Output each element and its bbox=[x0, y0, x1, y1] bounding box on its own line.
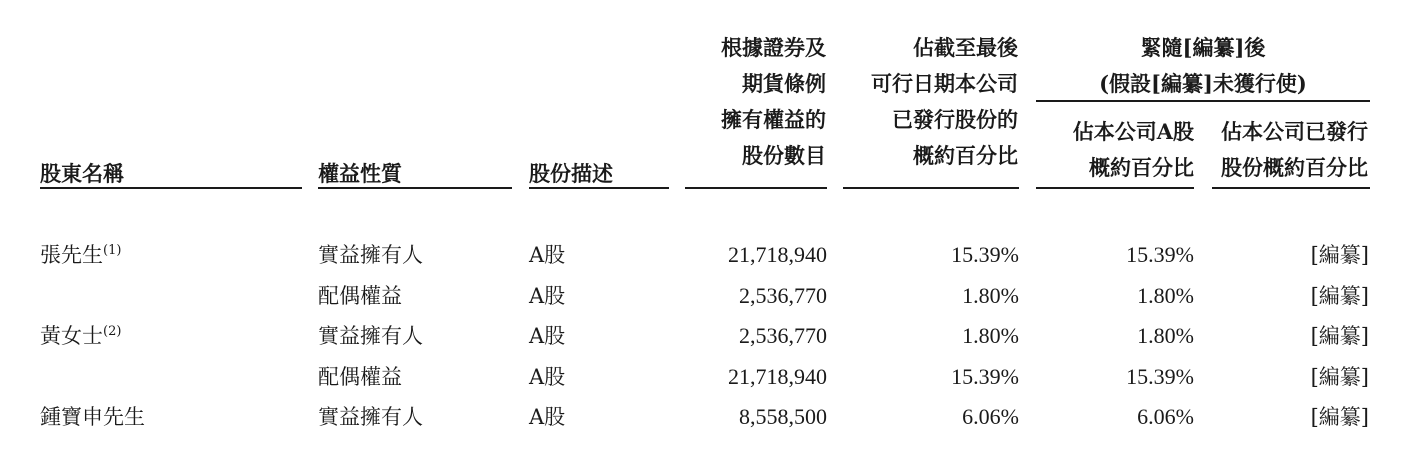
pct-a-shares: 15.39% bbox=[1126, 242, 1194, 267]
pct-issued-shares: [編纂] bbox=[1310, 365, 1369, 389]
header-rule-pct-issued bbox=[1212, 187, 1370, 189]
share-description: A股 bbox=[529, 365, 566, 389]
shares-held: 21,718,940 bbox=[728, 242, 827, 267]
shares-held: 2,536,770 bbox=[739, 323, 827, 348]
header-shareholder-name: 股東名稱 bbox=[40, 161, 124, 186]
header-rule-shareholder bbox=[40, 187, 302, 189]
pct-a-shares: 1.80% bbox=[1137, 323, 1194, 348]
header-share-description: 股份描述 bbox=[529, 161, 613, 186]
interest-nature: 實益擁有人 bbox=[318, 324, 423, 348]
header-pct-latest-line: 已發行股份的 bbox=[892, 107, 1018, 132]
pct-latest: 15.39% bbox=[951, 364, 1019, 389]
header-rule-pct-latest bbox=[843, 187, 1019, 189]
shares-held: 21,718,940 bbox=[728, 364, 827, 389]
shareholder-name bbox=[40, 321, 121, 351]
header-rule-pct-a bbox=[1036, 187, 1194, 189]
interest-nature: 實益擁有人 bbox=[318, 405, 423, 429]
pct-a-shares: 15.39% bbox=[1126, 364, 1194, 389]
shareholder-name-text: 鍾寶申先生 bbox=[40, 405, 145, 429]
header-rule-shares bbox=[685, 187, 827, 189]
shareholder-name bbox=[40, 402, 145, 432]
header-pct-issued-shares bbox=[1206, 114, 1368, 186]
pct-issued-shares: [編纂] bbox=[1310, 405, 1369, 429]
footnote-ref: (2) bbox=[103, 324, 122, 339]
footnote-ref: (1) bbox=[103, 243, 122, 258]
interest-nature: 配偶權益 bbox=[318, 284, 402, 308]
share-description: A股 bbox=[529, 324, 566, 348]
header-pct-a-shares bbox=[1040, 114, 1194, 186]
pct-a-shares: 1.80% bbox=[1137, 283, 1194, 308]
header-post-offering-line: 緊隨[編纂]後 bbox=[1140, 35, 1266, 60]
header-rule-description bbox=[529, 187, 669, 189]
header-post-offering-group bbox=[1036, 30, 1370, 102]
header-pct-issued-line: 股份概約百分比 bbox=[1221, 155, 1368, 180]
pct-issued-shares: [編纂] bbox=[1310, 324, 1369, 348]
header-pct-a-shares-line: 佔本公司A股 bbox=[1072, 119, 1194, 144]
share-description: A股 bbox=[529, 243, 566, 267]
header-pct-latest-line: 佔截至最後 bbox=[913, 35, 1018, 60]
shareholder-name-text: 張先生 bbox=[40, 243, 103, 267]
header-shares-held-line: 股份數目 bbox=[742, 143, 826, 168]
header-pct-issued-line: 佔本公司已發行 bbox=[1221, 119, 1368, 144]
header-pct-latest bbox=[840, 30, 1018, 174]
header-post-offering-line: (假設[編纂]未獲行使) bbox=[1099, 71, 1307, 96]
pct-issued-shares: [編纂] bbox=[1310, 284, 1369, 308]
header-shares-held bbox=[660, 30, 826, 174]
header-pct-a-shares-line: 概約百分比 bbox=[1089, 155, 1194, 180]
interest-nature: 實益擁有人 bbox=[318, 243, 423, 267]
shares-held: 2,536,770 bbox=[739, 283, 827, 308]
shares-held: 8,558,500 bbox=[739, 404, 827, 429]
header-shares-held-line: 期貨條例 bbox=[742, 71, 826, 96]
pct-a-shares: 6.06% bbox=[1137, 404, 1194, 429]
share-description: A股 bbox=[529, 284, 566, 308]
shareholder-name bbox=[40, 240, 121, 270]
pct-issued-shares: [編纂] bbox=[1310, 243, 1369, 267]
header-shares-held-line: 根據證券及 bbox=[721, 35, 826, 60]
header-rule-nature bbox=[318, 187, 512, 189]
shareholder-name-text: 黃女士 bbox=[40, 324, 103, 348]
pct-latest: 1.80% bbox=[962, 283, 1019, 308]
pct-latest: 6.06% bbox=[962, 404, 1019, 429]
pct-latest: 1.80% bbox=[962, 323, 1019, 348]
header-shares-held-line: 擁有權益的 bbox=[721, 107, 826, 132]
header-interest-nature: 權益性質 bbox=[318, 161, 402, 186]
header-pct-latest-line: 概約百分比 bbox=[913, 143, 1018, 168]
group-header-rule bbox=[1036, 100, 1370, 102]
header-pct-latest-line: 可行日期本公司 bbox=[871, 71, 1018, 96]
pct-latest: 15.39% bbox=[951, 242, 1019, 267]
interest-nature: 配偶權益 bbox=[318, 365, 402, 389]
share-description: A股 bbox=[529, 405, 566, 429]
